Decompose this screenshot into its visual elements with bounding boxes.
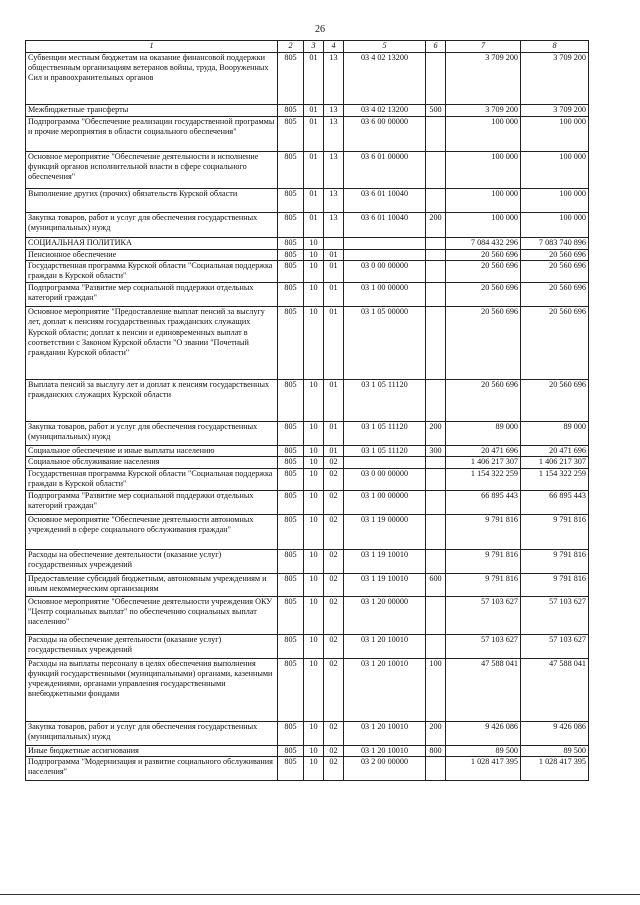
row-sum-year2-cell: 20 471 696	[521, 446, 589, 457]
row-name-cell: Субвенции местным бюджетам на оказание финансовой поддержки общественным организациям ветеранов войны, труда, Вооруженных Сил и правоохранительных органов	[26, 53, 278, 105]
header-col-5: 5	[344, 41, 426, 53]
row-expense-type-cell	[426, 261, 446, 283]
row-name-cell: Подпрограмма "Развитие мер социальной поддержки отдельных категорий граждан"	[26, 283, 278, 307]
row-sum-year2-cell: 9 791 816	[521, 549, 589, 573]
row-name-cell: Основное мероприятие "Обеспечение деятельности и исполнение функций органов исполнительной власти в сфере социального обеспечения"	[26, 152, 278, 189]
row-sum-year1-cell: 1 028 417 395	[446, 756, 521, 780]
row-expense-type-cell	[426, 634, 446, 658]
row-sum-year1-cell: 57 103 627	[446, 634, 521, 658]
row-target-article-cell: 03 1 05 11120	[344, 422, 426, 446]
row-subsection-cell: 02	[324, 468, 344, 490]
row-expense-type-cell: 100	[426, 658, 446, 721]
header-col-2: 2	[278, 41, 304, 53]
page-bottom-rule	[0, 894, 640, 895]
row-target-article-cell: 03 1 20 10010	[344, 658, 426, 721]
budget-table	[25, 40, 589, 781]
table-row	[26, 745, 589, 756]
row-target-article-cell: 03 6 01 00000	[344, 152, 426, 189]
row-sum-year1-cell: 9 426 086	[446, 721, 521, 745]
header-col-8: 8	[521, 41, 589, 53]
row-target-article-cell: 03 2 00 00000	[344, 756, 426, 780]
row-expense-type-cell	[426, 457, 446, 468]
row-sum-year2-cell: 9 791 816	[521, 514, 589, 549]
table-row	[26, 250, 589, 261]
table-row	[26, 457, 589, 468]
row-name-cell: Государственная программа Курской области "Социальная поддержка граждан в Курской области"	[26, 261, 278, 283]
row-expense-type-cell	[426, 250, 446, 261]
row-subsection-cell: 01	[324, 422, 344, 446]
row-expense-type-cell	[426, 756, 446, 780]
row-expense-type-cell	[426, 307, 446, 380]
row-name-cell: Основное мероприятие "Предоставление выплат пенсий за выслугу лет, доплат к пенсиям государственных гражданских служащих Курской области; доплат к пенсии и единовременных выплат в соответствии с Законом Курской области "О звании "Почетный гражданин Курской области"	[26, 307, 278, 380]
row-name-cell: Социальное обслуживание населения	[26, 457, 278, 468]
row-expense-type-cell	[426, 53, 446, 105]
row-grbs-cell: 805	[278, 189, 304, 213]
row-name-cell: Основное мероприятие "Обеспечение деятельности автономных учреждений в сфере социального обслуживания граждан"	[26, 514, 278, 549]
row-name-cell: Расходы на обеспечение деятельности (оказание услуг) государственных учреждений	[26, 549, 278, 573]
row-section-cell: 10	[304, 261, 324, 283]
row-section-cell: 01	[304, 105, 324, 117]
row-name-cell: Предоставление субсидий бюджетным, автономным учреждениям и иным некоммерческим организациям	[26, 573, 278, 596]
row-subsection-cell: 02	[324, 514, 344, 549]
header-col-7: 7	[446, 41, 521, 53]
row-section-cell: 10	[304, 422, 324, 446]
row-target-article-cell: 03 4 02 13200	[344, 105, 426, 117]
table-row	[26, 117, 589, 152]
row-grbs-cell: 805	[278, 658, 304, 721]
row-grbs-cell: 805	[278, 634, 304, 658]
row-target-article-cell	[344, 238, 426, 250]
row-target-article-cell	[344, 250, 426, 261]
table-header-row	[26, 41, 589, 53]
row-name-cell: Закупка товаров, работ и услуг для обеспечения государственных (муниципальных) нужд	[26, 721, 278, 745]
table-row	[26, 721, 589, 745]
row-section-cell: 10	[304, 756, 324, 780]
row-sum-year1-cell: 20 560 696	[446, 261, 521, 283]
row-subsection-cell: 01	[324, 307, 344, 380]
row-name-cell: Подпрограмма "Развитие мер социальной поддержки отдельных категорий граждан"	[26, 490, 278, 514]
row-subsection-cell: 02	[324, 745, 344, 756]
row-target-article-cell: 03 1 20 00000	[344, 596, 426, 634]
row-sum-year2-cell: 1 028 417 395	[521, 756, 589, 780]
row-name-cell: Иные бюджетные ассигнования	[26, 745, 278, 756]
row-section-cell: 10	[304, 634, 324, 658]
row-sum-year1-cell: 9 791 816	[446, 573, 521, 596]
row-subsection-cell: 02	[324, 573, 344, 596]
table-row	[26, 53, 589, 105]
row-expense-type-cell: 200	[426, 721, 446, 745]
row-sum-year2-cell: 20 560 696	[521, 380, 589, 422]
row-target-article-cell: 03 1 00 00000	[344, 490, 426, 514]
row-name-cell: Социальное обеспечение и иные выплаты населению	[26, 446, 278, 457]
row-grbs-cell: 805	[278, 745, 304, 756]
row-section-cell: 10	[304, 380, 324, 422]
row-subsection-cell: 01	[324, 380, 344, 422]
row-subsection-cell: 02	[324, 457, 344, 468]
table-row	[26, 422, 589, 446]
row-grbs-cell: 805	[278, 261, 304, 283]
table-row	[26, 213, 589, 238]
row-expense-type-cell	[426, 152, 446, 189]
row-grbs-cell: 805	[278, 446, 304, 457]
row-sum-year1-cell: 3 709 200	[446, 105, 521, 117]
row-subsection-cell: 02	[324, 490, 344, 514]
row-sum-year1-cell: 100 000	[446, 213, 521, 238]
row-sum-year1-cell: 20 560 696	[446, 250, 521, 261]
row-name-cell: Выполнение других (прочих) обязательств Курской области	[26, 189, 278, 213]
table-row	[26, 658, 589, 721]
row-target-article-cell: 03 6 01 10040	[344, 213, 426, 238]
row-name-cell: Расходы на обеспечение деятельности (оказание услуг) государственных учреждений	[26, 634, 278, 658]
row-name-cell: Закупка товаров, работ и услуг для обеспечения государственных (муниципальных) нужд	[26, 422, 278, 446]
row-name-cell: Подпрограмма "Модернизация и развитие социального обслуживания населения"	[26, 756, 278, 780]
row-sum-year2-cell: 100 000	[521, 117, 589, 152]
row-grbs-cell: 805	[278, 283, 304, 307]
row-grbs-cell: 805	[278, 490, 304, 514]
row-section-cell: 10	[304, 549, 324, 573]
row-expense-type-cell	[426, 514, 446, 549]
table-row	[26, 634, 589, 658]
row-grbs-cell: 805	[278, 422, 304, 446]
row-grbs-cell: 805	[278, 238, 304, 250]
row-target-article-cell: 03 1 05 11120	[344, 446, 426, 457]
row-name-cell: Государственная программа Курской области "Социальная поддержка граждан в Курской области"	[26, 468, 278, 490]
row-expense-type-cell: 500	[426, 105, 446, 117]
row-subsection-cell: 02	[324, 634, 344, 658]
row-grbs-cell: 805	[278, 468, 304, 490]
row-sum-year1-cell: 9 791 816	[446, 514, 521, 549]
row-sum-year2-cell: 100 000	[521, 152, 589, 189]
row-expense-type-cell	[426, 238, 446, 250]
row-section-cell: 10	[304, 238, 324, 250]
row-subsection-cell: 01	[324, 446, 344, 457]
row-sum-year1-cell: 100 000	[446, 189, 521, 213]
row-expense-type-cell	[426, 490, 446, 514]
row-section-cell: 01	[304, 189, 324, 213]
row-sum-year2-cell: 66 895 443	[521, 490, 589, 514]
row-section-cell: 10	[304, 721, 324, 745]
row-sum-year2-cell: 7 083 740 896	[521, 238, 589, 250]
table-row	[26, 307, 589, 380]
row-subsection-cell: 13	[324, 152, 344, 189]
row-subsection-cell: 13	[324, 117, 344, 152]
row-subsection-cell: 13	[324, 105, 344, 117]
row-sum-year2-cell: 20 560 696	[521, 307, 589, 380]
row-sum-year1-cell: 20 471 696	[446, 446, 521, 457]
row-sum-year1-cell: 3 709 200	[446, 53, 521, 105]
row-sum-year1-cell: 47 588 041	[446, 658, 521, 721]
row-target-article-cell: 03 1 00 00000	[344, 283, 426, 307]
row-subsection-cell: 13	[324, 53, 344, 105]
row-target-article-cell: 03 0 00 00000	[344, 261, 426, 283]
row-sum-year2-cell: 20 560 696	[521, 261, 589, 283]
row-expense-type-cell: 300	[426, 446, 446, 457]
table-row	[26, 514, 589, 549]
row-sum-year1-cell: 7 084 432 296	[446, 238, 521, 250]
row-name-cell: Основное мероприятие "Обеспечение деятельности учреждения ОКУ "Центр социальных выплат" по обеспечению социальных выплат населению"	[26, 596, 278, 634]
header-col-4: 4	[324, 41, 344, 53]
row-subsection-cell: 02	[324, 549, 344, 573]
row-sum-year2-cell: 3 709 200	[521, 105, 589, 117]
row-grbs-cell: 805	[278, 307, 304, 380]
row-sum-year2-cell: 89 000	[521, 422, 589, 446]
row-name-cell: Выплата пенсий за выслугу лет и доплат к пенсиям государственных гражданских служащих Курской области	[26, 380, 278, 422]
row-sum-year1-cell: 89 000	[446, 422, 521, 446]
row-grbs-cell: 805	[278, 117, 304, 152]
row-sum-year1-cell: 89 500	[446, 745, 521, 756]
table-row	[26, 238, 589, 250]
table-row	[26, 261, 589, 283]
row-sum-year2-cell: 1 406 217 307	[521, 457, 589, 468]
row-target-article-cell: 03 6 01 10040	[344, 189, 426, 213]
row-section-cell: 10	[304, 573, 324, 596]
row-sum-year1-cell: 1 154 322 259	[446, 468, 521, 490]
row-grbs-cell: 805	[278, 53, 304, 105]
row-section-cell: 10	[304, 446, 324, 457]
page-number: 26	[315, 24, 325, 35]
row-expense-type-cell	[426, 468, 446, 490]
row-section-cell: 10	[304, 307, 324, 380]
row-sum-year2-cell: 47 588 041	[521, 658, 589, 721]
row-section-cell: 01	[304, 117, 324, 152]
row-name-cell: Закупка товаров, работ и услуг для обеспечения государственных (муниципальных) нужд	[26, 213, 278, 238]
row-name-cell: Расходы на выплаты персоналу в целях обеспечения выполнения функций государственными (муниципальными) органами, казенными учреждениями, органами управления государственными внебюджетными фондами	[26, 658, 278, 721]
row-expense-type-cell: 200	[426, 422, 446, 446]
row-target-article-cell: 03 6 00 00000	[344, 117, 426, 152]
row-grbs-cell: 805	[278, 549, 304, 573]
row-section-cell: 10	[304, 457, 324, 468]
row-section-cell: 10	[304, 514, 324, 549]
row-subsection-cell: 01	[324, 283, 344, 307]
row-section-cell: 01	[304, 53, 324, 105]
row-grbs-cell: 805	[278, 573, 304, 596]
table-row	[26, 756, 589, 780]
table-row	[26, 189, 589, 213]
row-expense-type-cell	[426, 380, 446, 422]
row-grbs-cell: 805	[278, 514, 304, 549]
row-sum-year1-cell: 20 560 696	[446, 283, 521, 307]
table-row	[26, 446, 589, 457]
row-sum-year1-cell: 100 000	[446, 117, 521, 152]
row-sum-year1-cell: 66 895 443	[446, 490, 521, 514]
row-target-article-cell: 03 1 19 10010	[344, 549, 426, 573]
row-sum-year1-cell: 9 791 816	[446, 549, 521, 573]
row-grbs-cell: 805	[278, 213, 304, 238]
table-row	[26, 283, 589, 307]
row-sum-year2-cell: 3 709 200	[521, 53, 589, 105]
row-subsection-cell: 02	[324, 658, 344, 721]
row-section-cell: 01	[304, 213, 324, 238]
table-row	[26, 468, 589, 490]
row-sum-year2-cell: 57 103 627	[521, 634, 589, 658]
row-grbs-cell: 805	[278, 152, 304, 189]
row-name-cell: Пенсионное обеспечение	[26, 250, 278, 261]
row-expense-type-cell	[426, 596, 446, 634]
row-section-cell: 10	[304, 745, 324, 756]
row-target-article-cell: 03 4 02 13200	[344, 53, 426, 105]
row-sum-year1-cell: 100 000	[446, 152, 521, 189]
row-target-article-cell: 03 1 05 11120	[344, 380, 426, 422]
row-sum-year2-cell: 100 000	[521, 213, 589, 238]
row-sum-year2-cell: 9 791 816	[521, 573, 589, 596]
header-col-1: 1	[26, 41, 278, 53]
row-expense-type-cell: 600	[426, 573, 446, 596]
row-subsection-cell: 02	[324, 756, 344, 780]
row-target-article-cell: 03 1 20 10010	[344, 745, 426, 756]
table-row	[26, 105, 589, 117]
row-sum-year1-cell: 20 560 696	[446, 380, 521, 422]
row-section-cell: 10	[304, 490, 324, 514]
row-sum-year2-cell: 100 000	[521, 189, 589, 213]
row-name-cell: Подпрограмма "Обеспечение реализации государственной программы и прочие мероприятия в области социального обеспечения"	[26, 117, 278, 152]
row-name-cell: СОЦИАЛЬНАЯ ПОЛИТИКА	[26, 238, 278, 250]
table-row	[26, 490, 589, 514]
row-grbs-cell: 805	[278, 380, 304, 422]
row-grbs-cell: 805	[278, 105, 304, 117]
table-body	[26, 53, 589, 781]
row-target-article-cell: 03 0 00 00000	[344, 468, 426, 490]
row-name-cell: Межбюджетные трансферты	[26, 105, 278, 117]
row-grbs-cell: 805	[278, 756, 304, 780]
table-row	[26, 573, 589, 596]
row-expense-type-cell	[426, 283, 446, 307]
row-sum-year1-cell: 20 560 696	[446, 307, 521, 380]
row-grbs-cell: 805	[278, 596, 304, 634]
row-grbs-cell: 805	[278, 250, 304, 261]
table-row	[26, 549, 589, 573]
row-section-cell: 01	[304, 152, 324, 189]
row-section-cell: 10	[304, 250, 324, 261]
row-sum-year2-cell: 20 560 696	[521, 283, 589, 307]
row-sum-year1-cell: 57 103 627	[446, 596, 521, 634]
table-row	[26, 596, 589, 634]
row-target-article-cell: 03 1 20 10010	[344, 721, 426, 745]
row-sum-year2-cell: 57 103 627	[521, 596, 589, 634]
row-sum-year2-cell: 20 560 696	[521, 250, 589, 261]
table-row	[26, 152, 589, 189]
row-grbs-cell: 805	[278, 457, 304, 468]
row-expense-type-cell	[426, 189, 446, 213]
row-section-cell: 10	[304, 658, 324, 721]
row-grbs-cell: 805	[278, 721, 304, 745]
header-col-6: 6	[426, 41, 446, 53]
row-target-article-cell: 03 1 20 10010	[344, 634, 426, 658]
row-section-cell: 10	[304, 283, 324, 307]
row-subsection-cell: 02	[324, 596, 344, 634]
row-expense-type-cell: 800	[426, 745, 446, 756]
row-subsection-cell: 13	[324, 189, 344, 213]
row-sum-year1-cell: 1 406 217 307	[446, 457, 521, 468]
row-subsection-cell: 13	[324, 213, 344, 238]
table-row	[26, 380, 589, 422]
row-section-cell: 10	[304, 468, 324, 490]
row-subsection-cell: 02	[324, 721, 344, 745]
row-expense-type-cell	[426, 117, 446, 152]
row-target-article-cell: 03 1 19 00000	[344, 514, 426, 549]
row-target-article-cell	[344, 457, 426, 468]
row-section-cell: 10	[304, 596, 324, 634]
row-sum-year2-cell: 89 500	[521, 745, 589, 756]
row-expense-type-cell	[426, 549, 446, 573]
row-expense-type-cell: 200	[426, 213, 446, 238]
row-subsection-cell: 01	[324, 261, 344, 283]
row-subsection-cell	[324, 238, 344, 250]
row-target-article-cell: 03 1 05 00000	[344, 307, 426, 380]
row-subsection-cell: 01	[324, 250, 344, 261]
row-sum-year2-cell: 9 426 086	[521, 721, 589, 745]
header-col-3: 3	[304, 41, 324, 53]
row-sum-year2-cell: 1 154 322 259	[521, 468, 589, 490]
row-target-article-cell: 03 1 19 10010	[344, 573, 426, 596]
